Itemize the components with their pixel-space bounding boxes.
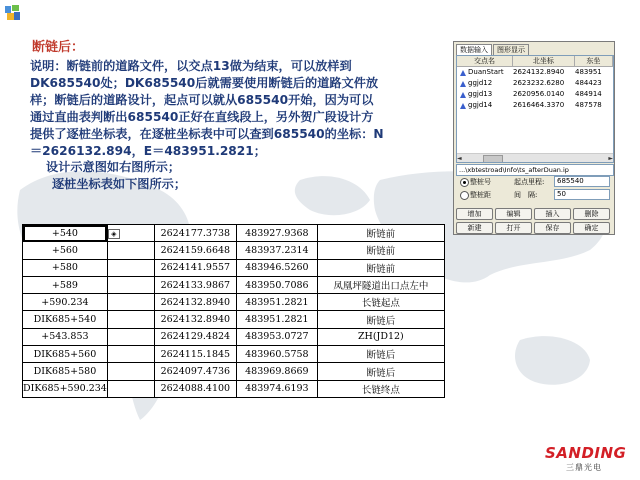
table-row: [23, 294, 445, 311]
table-cell[interactable]: 断链前: [317, 259, 444, 276]
table-cell[interactable]: +540: [23, 225, 108, 242]
table-cell[interactable]: [107, 363, 154, 380]
smart-tag-icon[interactable]: ◈: [108, 229, 120, 239]
item-north: 2620956.0140: [513, 90, 565, 98]
item-north: 2624132.8940: [513, 68, 565, 76]
scrollbar-thumb[interactable]: [483, 155, 503, 163]
scroll-right-icon[interactable]: ►: [608, 154, 613, 162]
description-line: 样；断链后的道路设计，起点可以就从685540开始，因为可以: [30, 92, 374, 107]
horizontal-scrollbar[interactable]: [457, 153, 613, 162]
table-cell[interactable]: 483937.2314: [236, 242, 317, 259]
table-cell[interactable]: +589: [23, 276, 108, 293]
intersection-list[interactable]: [456, 55, 614, 163]
insert-button[interactable]: 插入: [534, 208, 571, 220]
warning-icon: [460, 92, 466, 98]
table-cell[interactable]: 2624141.9557: [154, 259, 236, 276]
table-cell[interactable]: [107, 328, 154, 345]
options-group: [456, 176, 612, 206]
column-header-name[interactable]: 交点名: [457, 56, 513, 66]
start-mileage-label: 起点里程:: [514, 178, 545, 186]
table-cell[interactable]: 长链起点: [317, 294, 444, 311]
table-cell[interactable]: ZH(JD12): [317, 328, 444, 345]
column-header-north[interactable]: 北坐标: [513, 56, 575, 66]
table-cell[interactable]: 483974.6193: [236, 380, 317, 397]
table-cell[interactable]: 长链终点: [317, 380, 444, 397]
new-button[interactable]: 新建: [456, 222, 493, 234]
file-path-field[interactable]: ...\xbtestroad\Info\ts_afterDuan.ip: [456, 164, 614, 176]
table-row: [23, 311, 445, 328]
ok-button[interactable]: 确定: [573, 222, 610, 234]
table-cell[interactable]: 断链前: [317, 242, 444, 259]
table-cell[interactable]: DIK685+560: [23, 346, 108, 363]
table-cell[interactable]: 483951.2821: [236, 294, 317, 311]
item-east: 484914: [575, 90, 602, 98]
table-cell[interactable]: 断链后: [317, 311, 444, 328]
warning-icon: [460, 70, 466, 76]
list-header: [457, 56, 613, 67]
tab-data-input[interactable]: 数据输入: [456, 44, 492, 55]
list-item[interactable]: [457, 78, 613, 89]
table-cell[interactable]: 2624129.4824: [154, 328, 236, 345]
table-cell[interactable]: [107, 225, 154, 242]
table-cell[interactable]: +560: [23, 242, 108, 259]
table-cell[interactable]: 2624159.6648: [154, 242, 236, 259]
table-cell[interactable]: 断链前: [317, 225, 444, 242]
table-cell[interactable]: 2624133.9867: [154, 276, 236, 293]
radio-label: 整桩距: [470, 191, 491, 199]
table-cell[interactable]: [107, 242, 154, 259]
description-line: 通过直曲表判断出685540正好在直线段上，另外贺广段设计方: [30, 109, 374, 124]
table-cell[interactable]: [107, 380, 154, 397]
stake-coordinate-table: [22, 224, 445, 398]
item-north: 2623232.6280: [513, 79, 565, 87]
table-row: [23, 380, 445, 397]
list-item[interactable]: [457, 100, 613, 111]
table-cell[interactable]: 483953.0727: [236, 328, 317, 345]
table-cell[interactable]: [107, 346, 154, 363]
table-cell[interactable]: 2624097.4736: [154, 363, 236, 380]
delete-button[interactable]: 删除: [573, 208, 610, 220]
table-cell[interactable]: 483951.2821: [236, 311, 317, 328]
save-button[interactable]: 保存: [534, 222, 571, 234]
brand-logo: SANDING: [545, 444, 627, 462]
item-name: DuanStart: [468, 68, 504, 76]
tab-graphic-display[interactable]: 图形显示: [493, 44, 529, 55]
open-button[interactable]: 打开: [495, 222, 532, 234]
table-cell[interactable]: DIK685+580: [23, 363, 108, 380]
item-name: ggjd13: [468, 90, 493, 98]
table-row: [23, 242, 445, 259]
warning-icon: [460, 103, 466, 109]
table-row: [23, 346, 445, 363]
button-grid: [456, 208, 612, 234]
interval-label: 间 隔:: [514, 191, 538, 199]
table-cell[interactable]: 483946.5260: [236, 259, 317, 276]
panel-tabs: [456, 44, 530, 55]
edit-button[interactable]: 编辑: [495, 208, 532, 220]
table-cell[interactable]: +543.853: [23, 328, 108, 345]
list-item[interactable]: [457, 89, 613, 100]
table-cell[interactable]: +580: [23, 259, 108, 276]
list-item[interactable]: [457, 67, 613, 78]
radio-whole-distance[interactable]: [460, 191, 469, 200]
table-cell[interactable]: 2624132.8940: [154, 294, 236, 311]
table-cell[interactable]: [107, 294, 154, 311]
table-cell[interactable]: 483969.8669: [236, 363, 317, 380]
description-line: DK685540处；DK685540后就需要使用断链后的道路文件放: [30, 75, 379, 90]
table-cell[interactable]: 2624115.1845: [154, 346, 236, 363]
table-cell[interactable]: 2624088.4100: [154, 380, 236, 397]
item-name: ggjd14: [468, 101, 493, 109]
table-cell[interactable]: 483960.5758: [236, 346, 317, 363]
interval-input[interactable]: 50: [554, 189, 610, 200]
table-row: [23, 328, 445, 345]
description-line: 提供了逐桩坐标表，在逐桩坐标表中可以查到685540的坐标：N: [30, 126, 384, 141]
table-row: [23, 259, 445, 276]
table-cell[interactable]: 2624132.8940: [154, 311, 236, 328]
table-cell[interactable]: 断链后: [317, 363, 444, 380]
warning-icon: [460, 81, 466, 87]
table-cell[interactable]: [107, 259, 154, 276]
column-header-east[interactable]: 东坐: [575, 56, 613, 66]
scroll-left-icon[interactable]: ◄: [457, 154, 462, 162]
table-cell[interactable]: +590.234: [23, 294, 108, 311]
description-line: ＝2626132.894，E＝483951.2821；: [30, 143, 266, 158]
road-data-panel: [453, 41, 615, 235]
item-north: 2616464.3370: [513, 101, 565, 109]
table-cell[interactable]: 483927.9368: [236, 225, 317, 242]
note-line: 设计示意图如右图所示；: [46, 160, 181, 175]
table-cell[interactable]: 凤凰坪隧道出口点左中: [317, 276, 444, 293]
slide-title: 断链后：: [32, 40, 85, 55]
item-east: 484423: [575, 79, 602, 87]
item-east: 487578: [575, 101, 602, 109]
table-cell[interactable]: 断链后: [317, 346, 444, 363]
note-line: 逐桩坐标表如下图所示；: [52, 177, 187, 192]
table-cell[interactable]: DIK685+590.234: [23, 380, 108, 397]
app-logo-icon: [4, 4, 22, 22]
table-cell[interactable]: [107, 276, 154, 293]
description-line: 说明：断链前的道路文件，以交点13做为结束，可以放样到: [30, 59, 352, 73]
radio-whole-station[interactable]: [460, 178, 469, 187]
table-cell[interactable]: 2624177.3738: [154, 225, 236, 242]
radio-label: 整桩号: [470, 178, 491, 186]
table-row: [23, 363, 445, 380]
table-cell[interactable]: DIK685+540: [23, 311, 108, 328]
item-east: 483951: [575, 68, 602, 76]
brand-subtitle: 三鼎光电: [566, 463, 602, 472]
table-row: [23, 225, 445, 242]
item-name: ggjd12: [468, 79, 493, 87]
table-row: [23, 276, 445, 293]
description-block: [30, 58, 450, 193]
table-cell[interactable]: [107, 311, 154, 328]
add-button[interactable]: 增加: [456, 208, 493, 220]
start-mileage-input[interactable]: 685540: [554, 176, 610, 187]
table-cell[interactable]: 483950.7086: [236, 276, 317, 293]
